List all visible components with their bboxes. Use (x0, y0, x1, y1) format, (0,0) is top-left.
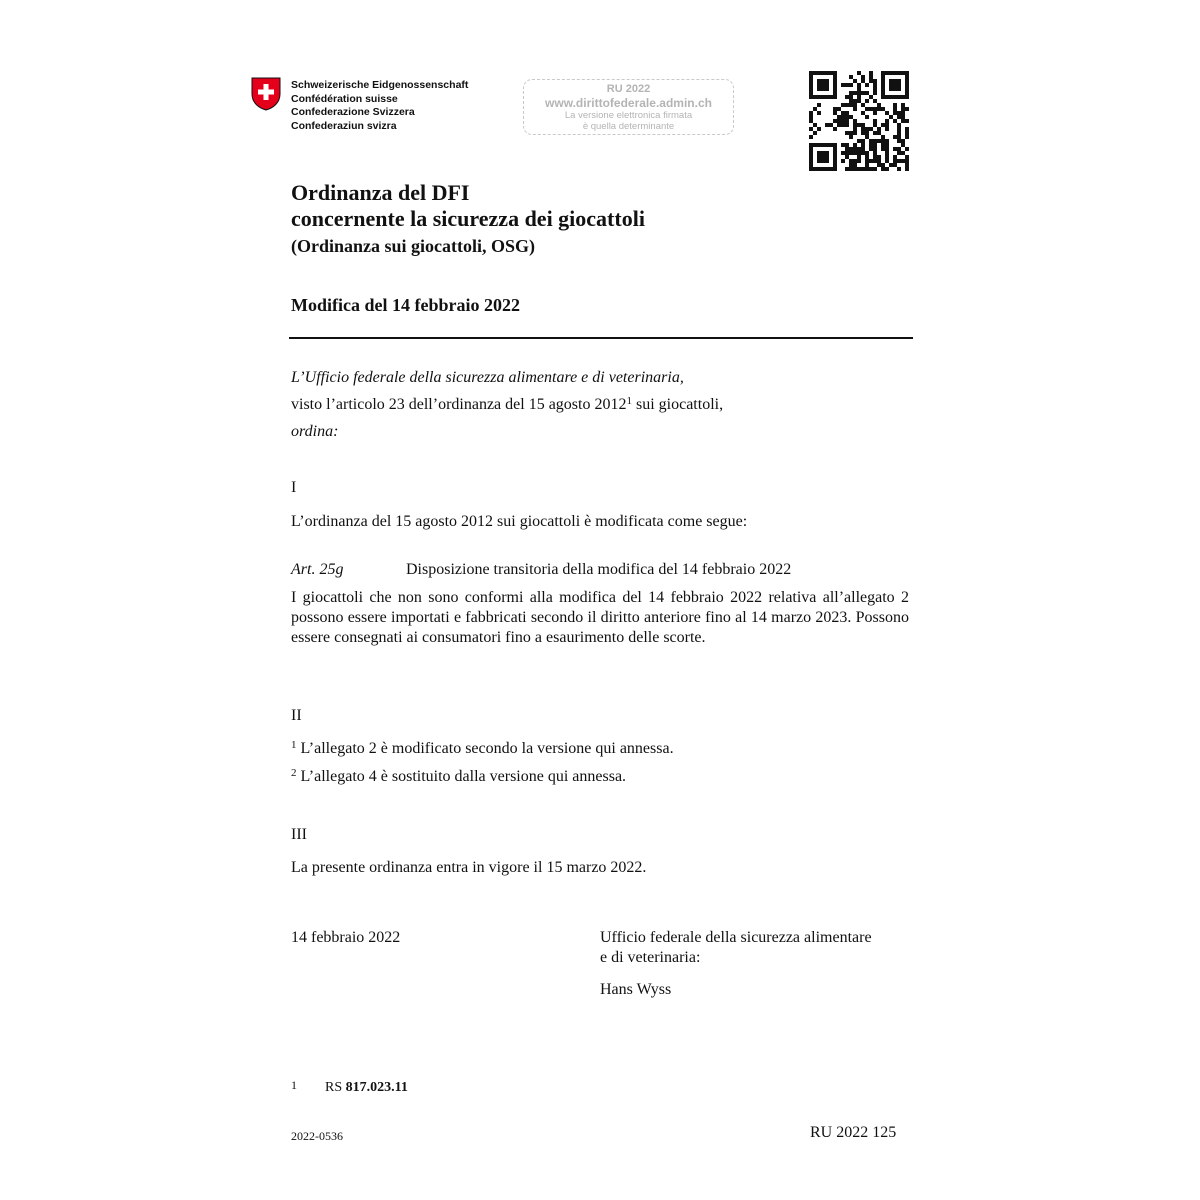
modification-heading: Modifica del 14 febbraio 2022 (291, 295, 520, 315)
article-text: I giocattoli che non sono conformi alla modifica del 14 febbraio 2022 relativa all’allegato 2 possono essere importati e fabbricati secondo il diritto anteriore fino al 14 marzo 2023. Possono essere consegnati ai consumatori fino a esaurimento delle scorte. (291, 589, 909, 646)
confederation-name-block (291, 79, 468, 133)
authority-line-1: Ufficio federale della sicurezza alimentare (600, 929, 872, 946)
footnote-number: 1 (291, 1078, 297, 1092)
paragraph-text: L’allegato 2 è modificato secondo la versione qui annessa. (296, 740, 674, 757)
preamble-basis-text: visto l’articolo 23 dell’ordinanza del 15 agosto 2012 (291, 396, 627, 413)
preamble-basis (291, 395, 723, 415)
footnote-prefix: RS (325, 1080, 346, 1095)
signature-date: 14 febbraio 2022 (291, 929, 401, 946)
preamble-basis-text-end: sui giocattoli, (631, 396, 724, 413)
document-id: 2022-0536 (291, 1129, 343, 1143)
stamp-note-line1: La versione elettronica firmata (564, 110, 693, 121)
confederation-line-it: Confederazione Svizzera (291, 106, 415, 118)
document-title (291, 180, 645, 232)
paragraph-text: L’allegato 4 è sostituito dalla versione qui annessa. (296, 768, 627, 785)
footnote-marker: 1 (626, 395, 632, 407)
article-title: Disposizione transitoria della modifica del 14 febbraio 2022 (406, 561, 792, 578)
section-1-heading: I (291, 479, 297, 496)
paragraph-number: 2 (291, 767, 297, 779)
title-line-1: Ordinanza del DFI (291, 180, 470, 205)
title-divider (289, 337, 913, 339)
swiss-coat-of-arms-icon (251, 77, 281, 111)
section-2-item-2 (291, 767, 626, 787)
signatory-name: Hans Wyss (600, 981, 672, 998)
confederation-line-de: Schweizerische Eidgenossenschaft (291, 79, 469, 91)
qr-code-icon (809, 71, 909, 171)
footnote-text (325, 1080, 408, 1096)
authority-line-2: e di veterinaria: (600, 949, 701, 966)
document-subtitle: (Ordinanza sui giocattoli, OSG) (291, 236, 536, 256)
section-3-heading: III (291, 826, 307, 843)
issuing-authority (600, 928, 872, 968)
section-3-text: La presente ordinanza entra in vigore il 15 marzo 2022. (291, 859, 647, 876)
article-number: Art. 25g (291, 561, 344, 578)
electronic-version-stamp (523, 79, 734, 135)
paragraph-number: 1 (291, 739, 297, 751)
preamble-issuer: L’Ufficio federale della sicurezza alimentare e di veterinaria, (291, 369, 684, 386)
section-2-item-1 (291, 739, 674, 759)
stamp-note-line2: è quella determinante (582, 121, 675, 132)
footnote-reference: 817.023.11 (345, 1080, 408, 1095)
stamp-collection-ref: RU 2022 (606, 83, 651, 95)
preamble-order: ordina: (291, 423, 339, 440)
stamp-website: www.dirittofederale.admin.ch (545, 96, 712, 110)
page-reference: RU 2022 125 (810, 1124, 897, 1141)
confederation-line-fr: Confédération suisse (291, 92, 398, 105)
title-line-2: concernente la sicurezza dei giocattoli (291, 206, 645, 231)
section-1-text: L’ordinanza del 15 agosto 2012 sui giocattoli è modificata come segue: (291, 513, 748, 530)
section-2-heading: II (291, 707, 302, 724)
confederation-line-rm: Confederaziun svizra (291, 119, 397, 132)
